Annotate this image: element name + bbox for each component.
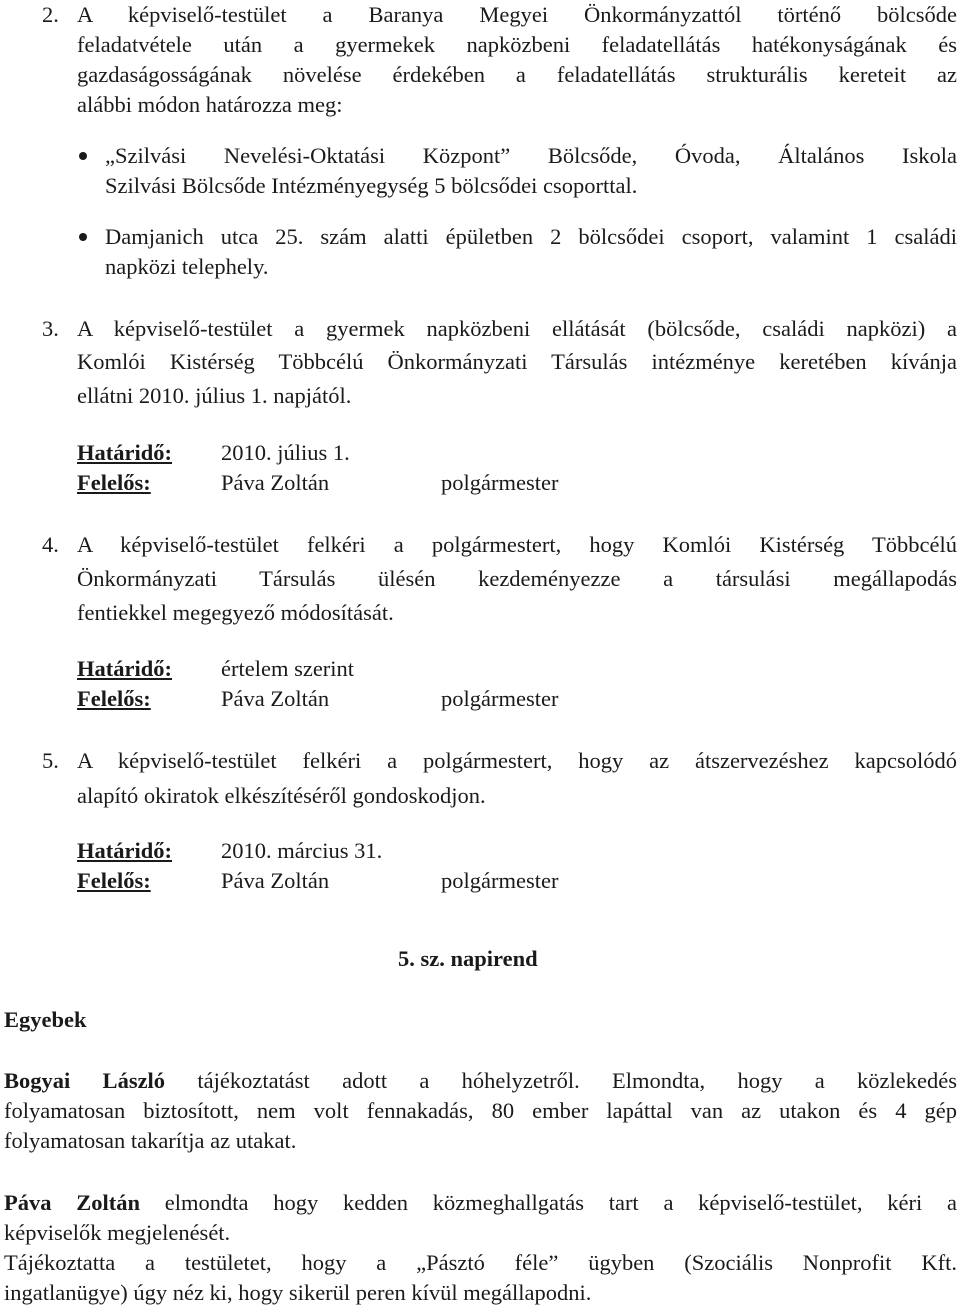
responsible-name: Páva Zoltán (221, 868, 330, 893)
bullet-item-line: Szilvási Bölcsőde Intézményegység 5 bölcsődei csoporttal. (105, 173, 638, 198)
item-4-line: A képviselő-testület felkéri a polgármestert, hogy Komlói Kistérség Többcélú (77, 532, 957, 557)
responsible-name: Páva Zoltán (221, 686, 330, 711)
paragraph-line: Tájékoztatta a testületet, hogy a „Pásztó féle” ügyben (Szociális Nonprofit Kft. (4, 1250, 957, 1275)
deadline-label: Határidő: (77, 440, 172, 465)
paragraph-line: ingatlanügye) úgy néz ki, hogy sikerül peren kívül megállapodni. (4, 1280, 592, 1305)
item-2-line: gazdaságosságának növelése érdekében a feladatellátás strukturális kereteit az (77, 62, 957, 87)
item-4-line: fentiekkel megegyező módosítását. (77, 600, 394, 625)
item-3-line: Komlói Kistérség Többcélú Önkormányzati Társulás intézménye keretében kívánja (77, 349, 957, 374)
responsible-role: polgármester (441, 868, 559, 893)
agenda-title: Egyebek (4, 1007, 87, 1032)
item-3-number: 3. (42, 316, 59, 341)
agenda-heading: 5. sz. napirend (398, 946, 538, 971)
deadline-label: Határidő: (77, 838, 172, 863)
item-3-line: A képviselő-testület a gyermek napközbeni ellátását (bölcsőde, családi napközi) a (77, 316, 957, 341)
item-4-number: 4. (42, 532, 59, 557)
responsible-role: polgármester (441, 470, 559, 495)
item-4-line: Önkormányzati Társulás ülésén kezdeményezze a társulási megállapodás (77, 566, 957, 591)
responsible-label: Felelős: (77, 686, 151, 711)
paragraph-line: folyamatosan biztosított, nem volt fennakadás, 80 ember lapáttal van az utakon és 4 gép (4, 1098, 957, 1123)
responsible-role: polgármester (441, 686, 559, 711)
paragraph-text: elmondta hogy kedden közmeghallgatás tart a képviselő-testület, kéri a (164, 1190, 957, 1215)
item-2-number: 2. (42, 2, 59, 27)
bullet-item-line: napközi telephely. (105, 254, 269, 279)
paragraph-line (4, 1066, 957, 1096)
item-5-line: alapító okiratok elkészítéséről gondoskodjon. (77, 783, 486, 808)
bullet-item-line: Damjanich utca 25. szám alatti épületben 2 bölcsődei csoport, valamint 1 családi (105, 224, 957, 249)
paragraph-text: tájékoztatást adott a hóhelyzetről. Elmondta, hogy a közlekedés (197, 1068, 957, 1093)
bullet-icon (79, 152, 87, 160)
bullet-item-line: „Szilvási Nevelési-Oktatási Központ” Bölcsőde, Óvoda, Általános Iskola (105, 143, 957, 168)
deadline-value: értelem szerint (221, 656, 355, 681)
paragraph-line (4, 1188, 957, 1218)
item-2-line: feladatvétele után a gyermekek napközbeni feladatellátás hatékonyságának és (77, 32, 957, 57)
deadline-label: Határidő: (77, 656, 172, 681)
speaker-name: Bogyai László (4, 1068, 166, 1093)
item-2-line: A képviselő-testület a Baranya Megyei Önkormányzattól történő bölcsőde (77, 2, 957, 27)
paragraph-line: folyamatosan takarítja az utakat. (4, 1128, 297, 1153)
responsible-label: Felelős: (77, 470, 151, 495)
bullet-icon (79, 233, 87, 241)
paragraph-line: képviselők megjelenését. (4, 1220, 231, 1245)
item-3-line: ellátni 2010. július 1. napjától. (77, 383, 352, 408)
responsible-name: Páva Zoltán (221, 470, 330, 495)
speaker-name: Páva Zoltán (4, 1190, 141, 1215)
deadline-value: 2010. július 1. (221, 440, 350, 465)
item-5-line: A képviselő-testület felkéri a polgármestert, hogy az átszervezéshez kapcsolódó (77, 748, 957, 773)
item-2-line: alábbi módon határozza meg: (77, 92, 343, 117)
responsible-label: Felelős: (77, 868, 151, 893)
deadline-value: 2010. március 31. (221, 838, 383, 863)
item-5-number: 5. (42, 748, 59, 773)
